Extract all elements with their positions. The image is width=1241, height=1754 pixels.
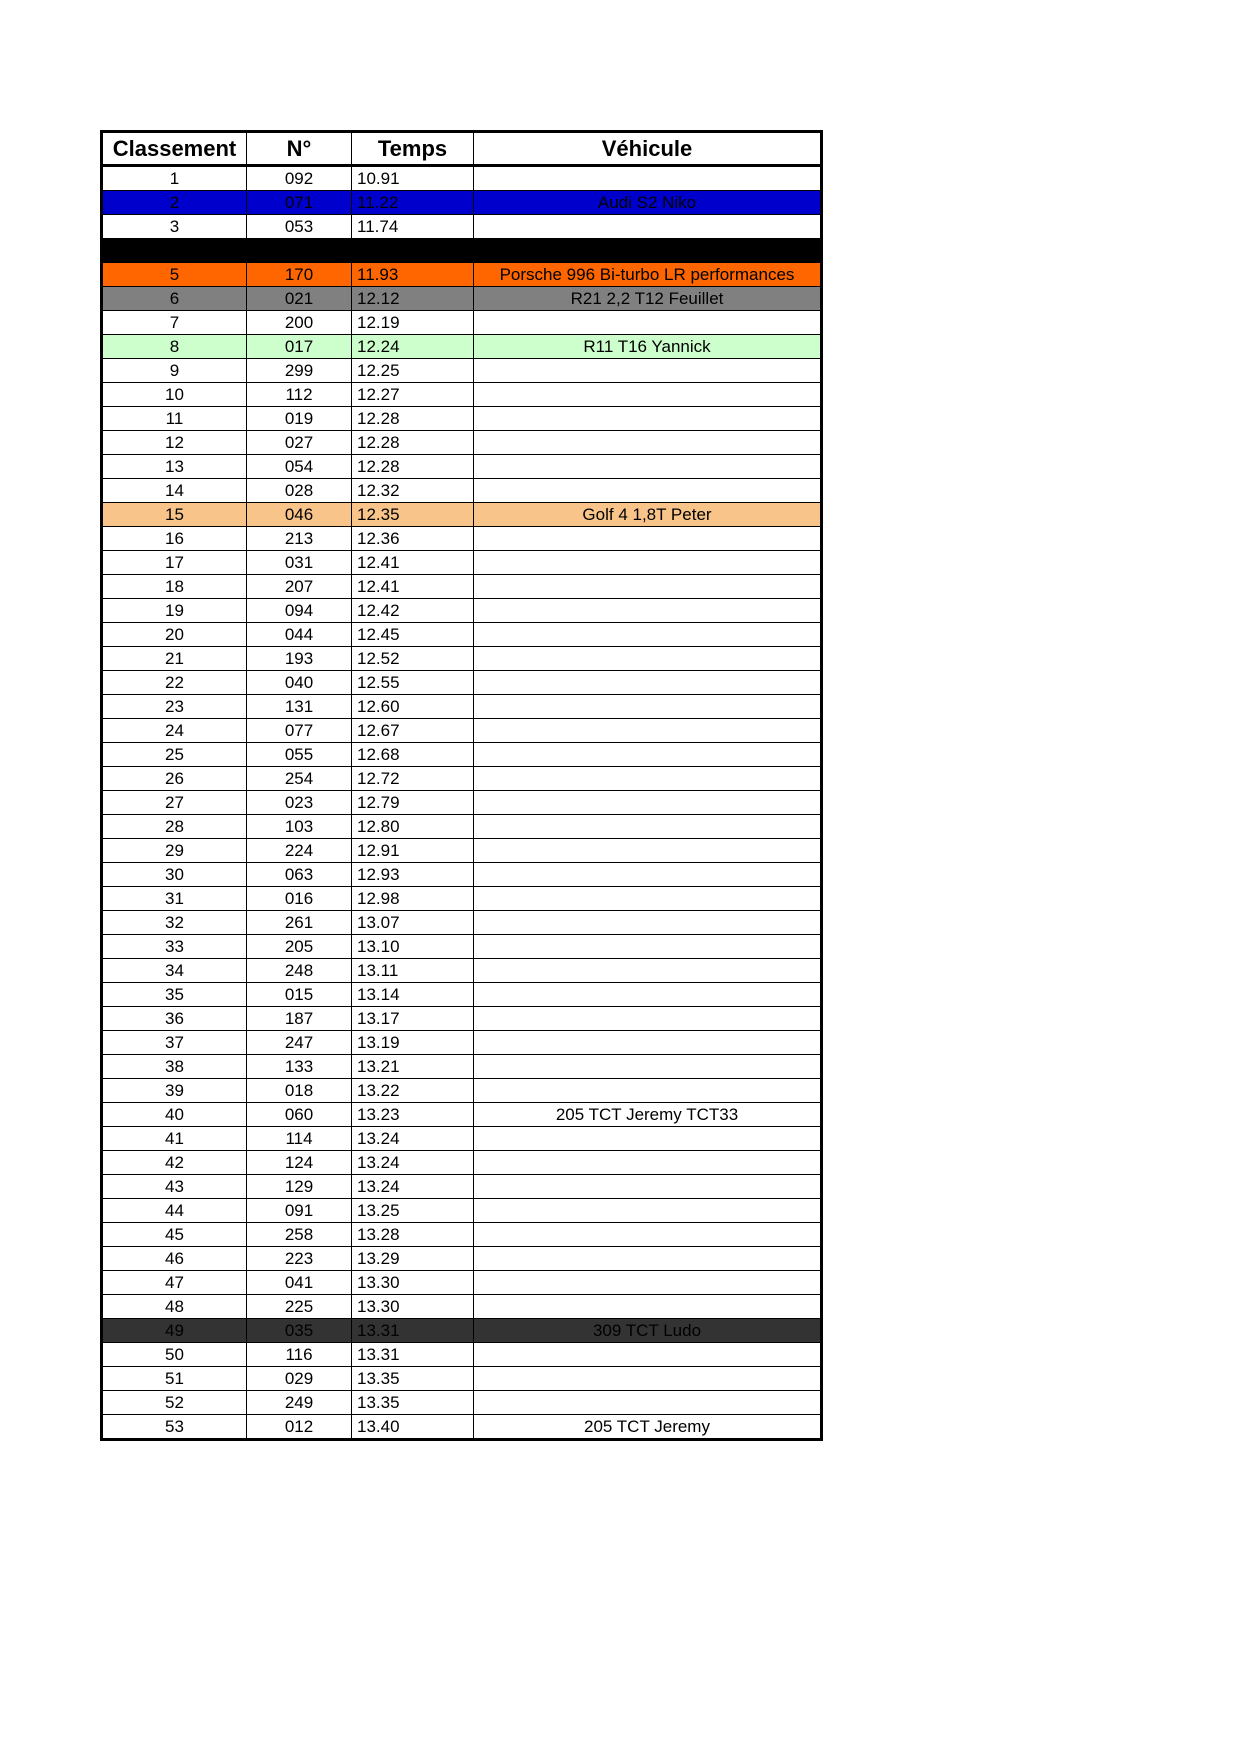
cell-vehicule bbox=[474, 551, 822, 575]
cell-classement: 24 bbox=[102, 719, 247, 743]
table-row bbox=[102, 911, 822, 935]
cell-vehicule bbox=[474, 767, 822, 791]
cell-numero: 023 bbox=[247, 791, 352, 815]
cell-classement: 13 bbox=[102, 455, 247, 479]
table-row bbox=[102, 455, 822, 479]
cell-numero: 041 bbox=[247, 1271, 352, 1295]
cell-classement: 39 bbox=[102, 1079, 247, 1103]
cell-vehicule bbox=[474, 1151, 822, 1175]
cell-classement: 17 bbox=[102, 551, 247, 575]
cell-temps: 12.52 bbox=[352, 647, 474, 671]
cell-temps: 12.55 bbox=[352, 671, 474, 695]
cell-numero: 027 bbox=[247, 431, 352, 455]
cell-vehicule bbox=[474, 1247, 822, 1271]
cell-numero: 035 bbox=[247, 1319, 352, 1343]
table-row bbox=[102, 719, 822, 743]
cell-temps: 13.31 bbox=[352, 1343, 474, 1367]
table-row bbox=[102, 839, 822, 863]
table-row bbox=[102, 863, 822, 887]
cell-numero: 044 bbox=[247, 623, 352, 647]
cell-classement: 52 bbox=[102, 1391, 247, 1415]
cell-vehicule bbox=[474, 479, 822, 503]
cell-temps: 13.40 bbox=[352, 1415, 474, 1440]
table-row bbox=[102, 743, 822, 767]
cell-temps: 11.93 bbox=[352, 263, 474, 287]
cell-temps: 12.72 bbox=[352, 767, 474, 791]
cell-vehicule bbox=[474, 215, 822, 239]
cell-vehicule: R11 T16 Yannick bbox=[474, 335, 822, 359]
cell-temps: 11.22 bbox=[352, 191, 474, 215]
table-row bbox=[102, 959, 822, 983]
cell-vehicule bbox=[474, 431, 822, 455]
cell-classement: 36 bbox=[102, 1007, 247, 1031]
cell-vehicule bbox=[474, 1007, 822, 1031]
cell-classement: 20 bbox=[102, 623, 247, 647]
cell-numero: 017 bbox=[247, 335, 352, 359]
cell-numero: 131 bbox=[247, 695, 352, 719]
cell-temps: 12.32 bbox=[352, 479, 474, 503]
cell-numero: 223 bbox=[247, 1247, 352, 1271]
cell-classement: 53 bbox=[102, 1415, 247, 1440]
cell-classement: 22 bbox=[102, 671, 247, 695]
table-row bbox=[102, 935, 822, 959]
cell-classement: 23 bbox=[102, 695, 247, 719]
cell-vehicule: Audi S2 Niko bbox=[474, 191, 822, 215]
cell-classement: 48 bbox=[102, 1295, 247, 1319]
cell-numero: 019 bbox=[247, 407, 352, 431]
cell-temps: 12.42 bbox=[352, 599, 474, 623]
cell-temps: 12.68 bbox=[352, 743, 474, 767]
cell-vehicule bbox=[474, 695, 822, 719]
cell-temps: 13.21 bbox=[352, 1055, 474, 1079]
cell-temps: 13.10 bbox=[352, 935, 474, 959]
table-row bbox=[102, 1415, 822, 1440]
table-row bbox=[102, 215, 822, 239]
cell-classement: 18 bbox=[102, 575, 247, 599]
cell-temps: 13.23 bbox=[352, 1103, 474, 1127]
cell-numero: 129 bbox=[247, 1175, 352, 1199]
column-header-numero: N° bbox=[247, 132, 352, 166]
cell-classement: 47 bbox=[102, 1271, 247, 1295]
cell-classement: 51 bbox=[102, 1367, 247, 1391]
cell-numero: 012 bbox=[247, 1415, 352, 1440]
cell-vehicule bbox=[474, 1127, 822, 1151]
cell-temps: 13.25 bbox=[352, 1199, 474, 1223]
cell-vehicule bbox=[474, 1223, 822, 1247]
cell-numero: 193 bbox=[247, 647, 352, 671]
cell-numero: 187 bbox=[247, 1007, 352, 1031]
cell-numero: 018 bbox=[247, 1079, 352, 1103]
table-row bbox=[102, 551, 822, 575]
cell-temps: 12.25 bbox=[352, 359, 474, 383]
cell-temps: 12.45 bbox=[352, 623, 474, 647]
cell-numero: 103 bbox=[247, 815, 352, 839]
cell-temps: 13.19 bbox=[352, 1031, 474, 1055]
cell-temps: 12.28 bbox=[352, 407, 474, 431]
cell-temps: 13.11 bbox=[352, 959, 474, 983]
header-row bbox=[102, 132, 822, 166]
cell-vehicule: R21 2,2 T12 Feuillet bbox=[474, 287, 822, 311]
cell-vehicule bbox=[474, 815, 822, 839]
table-row bbox=[102, 1031, 822, 1055]
cell-numero: 031 bbox=[247, 551, 352, 575]
table-row bbox=[102, 383, 822, 407]
cell-numero: 213 bbox=[247, 527, 352, 551]
cell-classement: 12 bbox=[102, 431, 247, 455]
cell-temps: 13.24 bbox=[352, 1151, 474, 1175]
cell-classement: 8 bbox=[102, 335, 247, 359]
table-row bbox=[102, 575, 822, 599]
table-row bbox=[102, 239, 822, 263]
cell-vehicule: 309 TCT Ludo bbox=[474, 1319, 822, 1343]
cell-numero: 133 bbox=[247, 1055, 352, 1079]
cell-temps: 12.98 bbox=[352, 887, 474, 911]
cell-classement: 15 bbox=[102, 503, 247, 527]
cell-vehicule bbox=[474, 1031, 822, 1055]
table-row bbox=[102, 503, 822, 527]
cell-classement: 2 bbox=[102, 191, 247, 215]
cell-temps: 13.22 bbox=[352, 1079, 474, 1103]
cell-temps: 13.30 bbox=[352, 1295, 474, 1319]
cell-numero: 021 bbox=[247, 287, 352, 311]
column-header-vehicule: Véhicule bbox=[474, 132, 822, 166]
cell-numero: 170 bbox=[247, 263, 352, 287]
cell-classement: 34 bbox=[102, 959, 247, 983]
cell-vehicule bbox=[474, 527, 822, 551]
table-row bbox=[102, 263, 822, 287]
cell-vehicule bbox=[474, 311, 822, 335]
table-row bbox=[102, 1391, 822, 1415]
table-row bbox=[102, 887, 822, 911]
cell-classement: 45 bbox=[102, 1223, 247, 1247]
results-sheet bbox=[100, 130, 820, 1441]
cell-temps: 13.30 bbox=[352, 1271, 474, 1295]
cell-classement: 4 bbox=[102, 239, 247, 263]
cell-vehicule bbox=[474, 1367, 822, 1391]
table-row bbox=[102, 1199, 822, 1223]
cell-temps: 13.29 bbox=[352, 1247, 474, 1271]
cell-numero: 077 bbox=[247, 719, 352, 743]
cell-classement: 27 bbox=[102, 791, 247, 815]
table-row bbox=[102, 407, 822, 431]
cell-classement: 14 bbox=[102, 479, 247, 503]
cell-temps: 13.35 bbox=[352, 1391, 474, 1415]
cell-temps: 12.27 bbox=[352, 383, 474, 407]
cell-vehicule: 205 TCT Eraser bbox=[474, 239, 822, 263]
cell-numero: 124 bbox=[247, 1151, 352, 1175]
cell-vehicule bbox=[474, 575, 822, 599]
cell-classement: 3 bbox=[102, 215, 247, 239]
cell-vehicule bbox=[474, 1199, 822, 1223]
cell-numero: 029 bbox=[247, 1367, 352, 1391]
cell-classement: 11 bbox=[102, 407, 247, 431]
cell-temps: 12.41 bbox=[352, 551, 474, 575]
table-row bbox=[102, 1319, 822, 1343]
cell-vehicule bbox=[474, 623, 822, 647]
cell-vehicule bbox=[474, 383, 822, 407]
cell-temps: 12.60 bbox=[352, 695, 474, 719]
table-row bbox=[102, 1295, 822, 1319]
cell-temps: 13.31 bbox=[352, 1319, 474, 1343]
cell-temps: 13.28 bbox=[352, 1223, 474, 1247]
cell-temps: 10.91 bbox=[352, 166, 474, 191]
cell-vehicule bbox=[474, 839, 822, 863]
table-row bbox=[102, 479, 822, 503]
table-row bbox=[102, 359, 822, 383]
table-row bbox=[102, 671, 822, 695]
cell-classement: 33 bbox=[102, 935, 247, 959]
cell-numero: 028 bbox=[247, 479, 352, 503]
cell-numero: 224 bbox=[247, 839, 352, 863]
cell-vehicule bbox=[474, 1175, 822, 1199]
table-row bbox=[102, 287, 822, 311]
cell-numero: 016 bbox=[247, 887, 352, 911]
cell-numero: 015 bbox=[247, 983, 352, 1007]
cell-temps: 12.36 bbox=[352, 527, 474, 551]
cell-vehicule bbox=[474, 359, 822, 383]
cell-vehicule bbox=[474, 1271, 822, 1295]
cell-classement: 38 bbox=[102, 1055, 247, 1079]
cell-classement: 7 bbox=[102, 311, 247, 335]
cell-vehicule bbox=[474, 166, 822, 191]
cell-classement: 46 bbox=[102, 1247, 247, 1271]
table-row bbox=[102, 815, 822, 839]
column-header-classement: Classement bbox=[102, 132, 247, 166]
cell-numero: 071 bbox=[247, 191, 352, 215]
cell-classement: 43 bbox=[102, 1175, 247, 1199]
cell-numero: 055 bbox=[247, 743, 352, 767]
table-row bbox=[102, 695, 822, 719]
cell-numero: 261 bbox=[247, 911, 352, 935]
cell-classement: 41 bbox=[102, 1127, 247, 1151]
cell-numero: 036 bbox=[247, 239, 352, 263]
cell-numero: 248 bbox=[247, 959, 352, 983]
cell-vehicule bbox=[474, 455, 822, 479]
cell-classement: 25 bbox=[102, 743, 247, 767]
table-row bbox=[102, 767, 822, 791]
results-table bbox=[100, 130, 823, 1441]
cell-vehicule bbox=[474, 647, 822, 671]
cell-vehicule bbox=[474, 1343, 822, 1367]
table-header bbox=[102, 132, 822, 166]
cell-vehicule bbox=[474, 407, 822, 431]
table-row bbox=[102, 311, 822, 335]
cell-classement: 31 bbox=[102, 887, 247, 911]
cell-vehicule bbox=[474, 1391, 822, 1415]
cell-numero: 225 bbox=[247, 1295, 352, 1319]
cell-classement: 26 bbox=[102, 767, 247, 791]
cell-temps: 12.24 bbox=[352, 335, 474, 359]
cell-vehicule bbox=[474, 599, 822, 623]
table-row bbox=[102, 647, 822, 671]
cell-temps: 11.89 bbox=[352, 239, 474, 263]
cell-numero: 063 bbox=[247, 863, 352, 887]
cell-temps: 12.93 bbox=[352, 863, 474, 887]
cell-numero: 258 bbox=[247, 1223, 352, 1247]
cell-classement: 29 bbox=[102, 839, 247, 863]
cell-numero: 249 bbox=[247, 1391, 352, 1415]
cell-classement: 19 bbox=[102, 599, 247, 623]
table-row bbox=[102, 191, 822, 215]
cell-classement: 30 bbox=[102, 863, 247, 887]
cell-temps: 12.19 bbox=[352, 311, 474, 335]
cell-vehicule bbox=[474, 887, 822, 911]
cell-temps: 13.24 bbox=[352, 1127, 474, 1151]
cell-vehicule: 205 TCT Jeremy bbox=[474, 1415, 822, 1440]
cell-numero: 299 bbox=[247, 359, 352, 383]
table-row bbox=[102, 983, 822, 1007]
cell-numero: 116 bbox=[247, 1343, 352, 1367]
cell-classement: 9 bbox=[102, 359, 247, 383]
cell-numero: 112 bbox=[247, 383, 352, 407]
cell-vehicule: 205 TCT Jeremy TCT33 bbox=[474, 1103, 822, 1127]
cell-numero: 053 bbox=[247, 215, 352, 239]
cell-classement: 28 bbox=[102, 815, 247, 839]
table-row bbox=[102, 335, 822, 359]
table-body bbox=[102, 166, 822, 1440]
cell-numero: 040 bbox=[247, 671, 352, 695]
cell-temps: 12.80 bbox=[352, 815, 474, 839]
cell-vehicule bbox=[474, 1295, 822, 1319]
cell-numero: 094 bbox=[247, 599, 352, 623]
cell-temps: 12.67 bbox=[352, 719, 474, 743]
cell-temps: 13.24 bbox=[352, 1175, 474, 1199]
cell-vehicule bbox=[474, 671, 822, 695]
cell-temps: 12.79 bbox=[352, 791, 474, 815]
table-row bbox=[102, 791, 822, 815]
cell-vehicule bbox=[474, 1055, 822, 1079]
cell-temps: 13.17 bbox=[352, 1007, 474, 1031]
cell-numero: 054 bbox=[247, 455, 352, 479]
table-row bbox=[102, 166, 822, 191]
cell-classement: 21 bbox=[102, 647, 247, 671]
cell-vehicule bbox=[474, 911, 822, 935]
cell-temps: 13.14 bbox=[352, 983, 474, 1007]
table-row bbox=[102, 1271, 822, 1295]
cell-temps: 12.91 bbox=[352, 839, 474, 863]
cell-vehicule bbox=[474, 719, 822, 743]
table-row bbox=[102, 623, 822, 647]
cell-vehicule bbox=[474, 983, 822, 1007]
cell-vehicule bbox=[474, 791, 822, 815]
table-row bbox=[102, 1223, 822, 1247]
cell-numero: 092 bbox=[247, 166, 352, 191]
table-row bbox=[102, 431, 822, 455]
cell-classement: 10 bbox=[102, 383, 247, 407]
cell-vehicule bbox=[474, 1079, 822, 1103]
cell-classement: 37 bbox=[102, 1031, 247, 1055]
cell-classement: 35 bbox=[102, 983, 247, 1007]
table-row bbox=[102, 527, 822, 551]
cell-classement: 32 bbox=[102, 911, 247, 935]
cell-vehicule bbox=[474, 743, 822, 767]
cell-classement: 16 bbox=[102, 527, 247, 551]
cell-vehicule: Porsche 996 Bi-turbo LR performances bbox=[474, 263, 822, 287]
cell-vehicule bbox=[474, 935, 822, 959]
table-row bbox=[102, 1367, 822, 1391]
cell-classement: 6 bbox=[102, 287, 247, 311]
cell-numero: 205 bbox=[247, 935, 352, 959]
table-row bbox=[102, 1175, 822, 1199]
cell-temps: 12.12 bbox=[352, 287, 474, 311]
cell-classement: 44 bbox=[102, 1199, 247, 1223]
cell-temps: 12.41 bbox=[352, 575, 474, 599]
cell-numero: 254 bbox=[247, 767, 352, 791]
table-row bbox=[102, 1247, 822, 1271]
cell-numero: 091 bbox=[247, 1199, 352, 1223]
cell-classement: 1 bbox=[102, 166, 247, 191]
table-row bbox=[102, 1103, 822, 1127]
cell-numero: 046 bbox=[247, 503, 352, 527]
cell-classement: 42 bbox=[102, 1151, 247, 1175]
cell-numero: 060 bbox=[247, 1103, 352, 1127]
cell-temps: 11.74 bbox=[352, 215, 474, 239]
cell-classement: 40 bbox=[102, 1103, 247, 1127]
cell-numero: 114 bbox=[247, 1127, 352, 1151]
table-row bbox=[102, 1079, 822, 1103]
table-row bbox=[102, 1055, 822, 1079]
cell-numero: 247 bbox=[247, 1031, 352, 1055]
cell-vehicule bbox=[474, 863, 822, 887]
table-row bbox=[102, 599, 822, 623]
cell-numero: 200 bbox=[247, 311, 352, 335]
column-header-temps: Temps bbox=[352, 132, 474, 166]
table-row bbox=[102, 1343, 822, 1367]
cell-temps: 12.28 bbox=[352, 455, 474, 479]
cell-classement: 5 bbox=[102, 263, 247, 287]
cell-temps: 12.28 bbox=[352, 431, 474, 455]
table-row bbox=[102, 1151, 822, 1175]
cell-numero: 207 bbox=[247, 575, 352, 599]
table-row bbox=[102, 1127, 822, 1151]
cell-vehicule: Golf 4 1,8T Peter bbox=[474, 503, 822, 527]
cell-temps: 12.35 bbox=[352, 503, 474, 527]
cell-vehicule bbox=[474, 959, 822, 983]
cell-classement: 50 bbox=[102, 1343, 247, 1367]
cell-temps: 13.35 bbox=[352, 1367, 474, 1391]
cell-temps: 13.07 bbox=[352, 911, 474, 935]
cell-classement: 49 bbox=[102, 1319, 247, 1343]
table-row bbox=[102, 1007, 822, 1031]
